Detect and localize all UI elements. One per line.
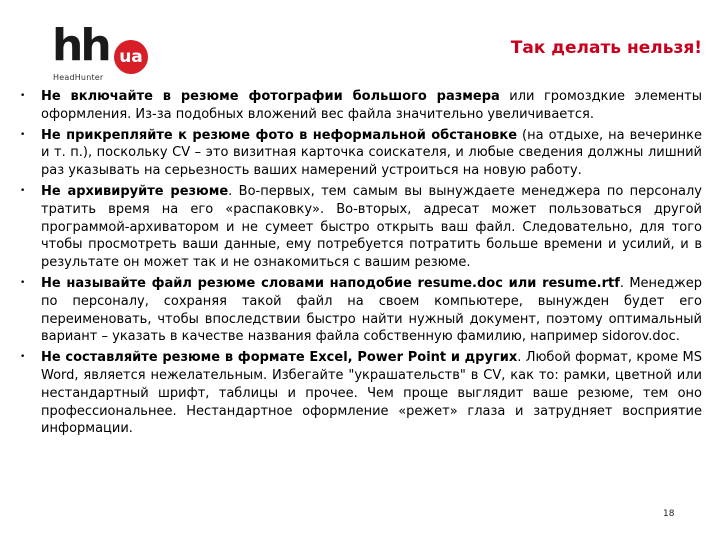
logo-hh-mark: hh <box>52 20 109 71</box>
list-item <box>20 183 702 272</box>
rule-bold: Не называйте файл резюме словами наподобие resume.doc или resume.rtf <box>41 275 620 291</box>
rule-bold: Не архивируйте резюме <box>41 183 229 199</box>
rule-text: (на отдыхе, на вечеринке и т. п.), поскольку CV – это визитная карточка соискателя, и любые сведения должны лишний раз указывать на серьезность ваших намерений устроиться на новую работу. <box>41 127 703 179</box>
rule-bold: Не прикрепляйте к резюме фото в неформальной обстановке <box>41 127 518 143</box>
list-item <box>20 127 702 180</box>
rule-text: . Любой формат, кроме MS Word, является нежелательным. Избегайте "украшательств" в CV, как то: рамки, цветной или нестандартный шрифт, таблицы и прочее. Чем проще выглядит ваше резюме, тем оно профессиональнее. Нестандартное оформление «режет» глаза и затрудняет восприятие информации. <box>41 350 702 437</box>
logo-caption: HeadHunter <box>53 73 104 82</box>
page-number: 18 <box>663 509 675 519</box>
rules-list <box>20 88 702 441</box>
slide-title: Так делать нельзя! <box>510 38 702 58</box>
rule-text: или громоздкие элементы оформления. Из-за подобных вложений вес файла значительно увеличивается. <box>41 89 702 122</box>
list-item <box>20 88 702 124</box>
bullet-icon: • <box>20 129 26 140</box>
rule-bold: Не включайте в резюме фотографии большого размера <box>41 89 500 104</box>
headhunter-logo <box>52 20 152 84</box>
bullet-icon: • <box>20 277 26 288</box>
rule-text: . Во-первых, тем самым вы вынуждаете менеджера по персоналу тратить время на его «распаковку». Во-вторых, адресат может пользоваться другой программой-архиватором и не сумеет быстро открыть ваш файл. Следовательно, для того чтобы просмотреть ваши данные, ему потребуется потратить больше времени и усилий, и в результате он может так и не ознакомиться с вашим резюме. <box>41 183 703 271</box>
rule-bold: Не составляйте резюме в формате Excel, Power Point и других <box>41 350 518 366</box>
logo-ua-badge: ua <box>114 40 148 74</box>
list-item <box>20 275 702 346</box>
bullet-icon: • <box>20 91 26 101</box>
bullet-icon: • <box>20 185 26 196</box>
bullet-icon: • <box>20 352 26 363</box>
list-item <box>20 349 702 438</box>
rule-text: . Менеджер по персоналу, сохраняя такой файл на своем компьютере, вынужден будет его переименовать, чтобы впоследствии быстро найти нужный документ, поэтому оптимальный вариант – указать в качестве названия файла собственную фамилию, например sidorov.doc. <box>41 275 702 345</box>
